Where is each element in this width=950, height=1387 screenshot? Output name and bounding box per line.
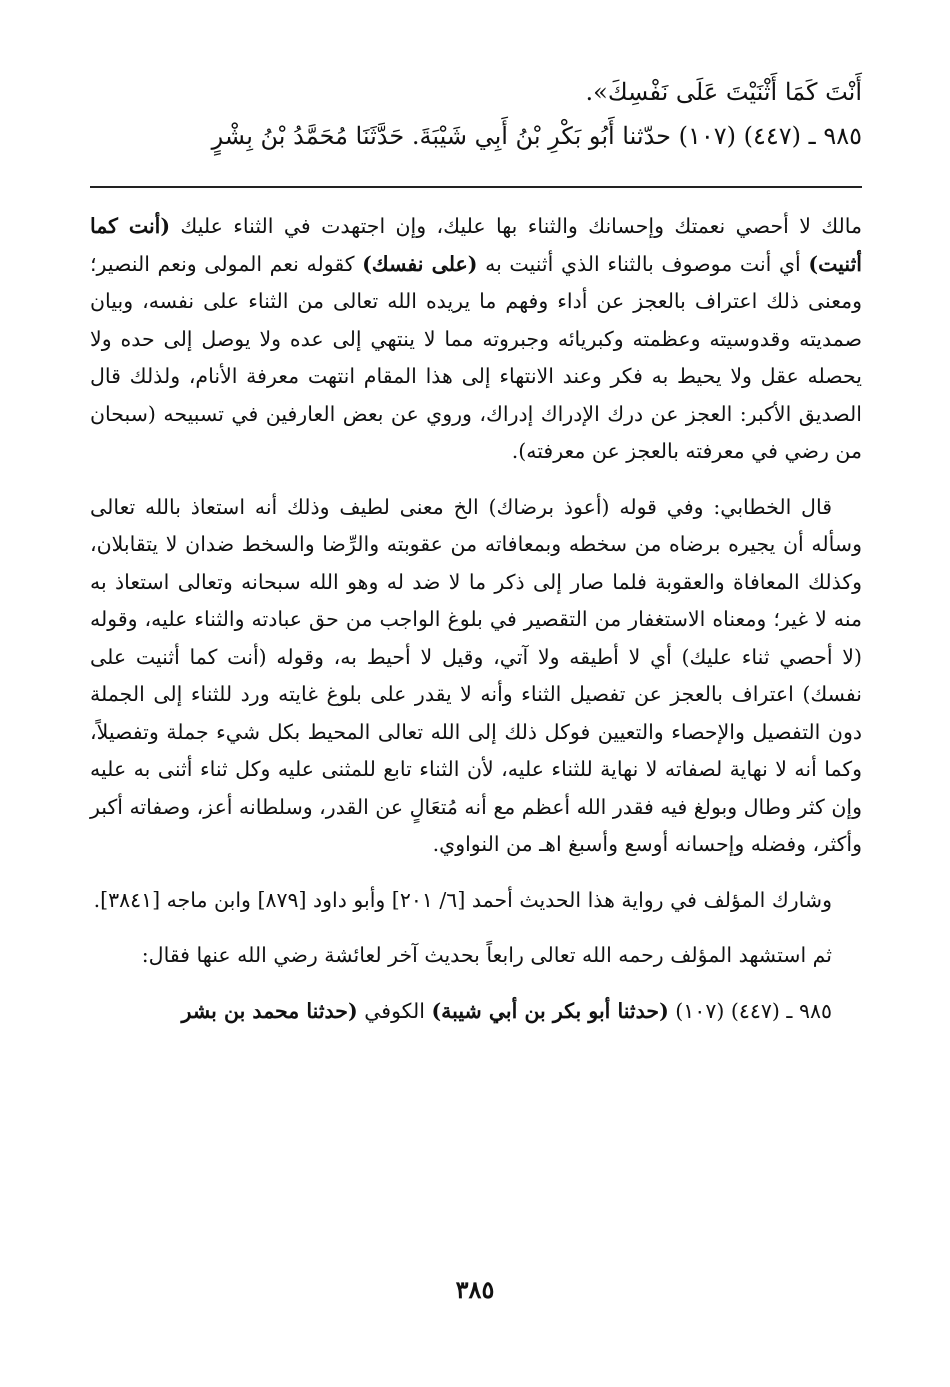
footnote-divider bbox=[90, 186, 862, 188]
commentary-text: مالك لا أحصي نعمتك وإحسانك والثناء بها عليك، وإن اجتهدت في الثناء عليك bbox=[170, 214, 862, 238]
hadith-line-1: أَنْتَ كَمَا أَثْنَيْتَ عَلَى نَفْسِكَ». bbox=[585, 78, 862, 106]
commentary-paragraph-3: وشارك المؤلف في رواية هذا الحديث أحمد [٦/ ٢٠١] وأبو داود [٨٧٩] وابن ماجه [٣٨٤١]. bbox=[93, 887, 832, 912]
quoted-phrase: (حدثنا محمد بن بشر bbox=[181, 998, 358, 1023]
commentary-paragraph-1 bbox=[90, 208, 862, 471]
commentary-text: الكوفي bbox=[357, 998, 432, 1023]
hadith-line-2: ٩٨٥ ـ (٤٤٧) (١٠٧) حدّثنا أَبُو بَكْرِ بْنُ أَبِي شَيْبَةَ. حَدَّثَنَا مُحَمَّدُ بْنُ بِشْرٍ bbox=[211, 122, 862, 150]
commentary-paragraph-2: قال الخطابي: وفي قوله (أعوذ برضاك) الخ معنى لطيف وذلك أنه استعاذ بالله تعالى وسأله أن يجيره برضاه من سخطه وبمعافاته من عقوبته والرِّضا والسخط ضدان لا يتقابلان، وكذلك المعافاة والعقوبة فلما صار إلى ذكر ما لا ضد له وهو الله سبحانه وتعالى استعاذ به منه لا غير؛ ومعناه الاستغفار من التقصير في بلوغ الواجب من حق عبادته والثناء عليه، وقوله (لا أحصي ثناء عليك) أي لا أطيقه ولا آتي، وقيل لا أحيط به، وقوله (أنت كما أثنيت على نفسك) اعتراف بالعجز عن تفصيل الثناء وأنه لا يقدر على بلوغ غايته ورد للثناء إلى الجملة دون التفصيل والإحصاء والتعيين فوكل ذلك إلى الله تعالى المحيط بكل شيء جملة وتفصيلاً، وكما أنه لا نهاية لصفاته لا نهاية للثناء عليه، لأن الثناء تابع للمثنى عليه وكل ثناء أثنى به عليه وإن كثر وطال وبولغ فيه فقدر الله أعظم مع أنه مُتعَالٍ عن القدر، وسلطانه أعز، وصفاته أكبر وأكثر، وفضله وإحسانه أوسع وأسبغ اهـ من النواوي. bbox=[90, 494, 862, 856]
commentary-text: كقوله نعم المولى ونعم النصير؛ ومعنى ذلك اعتراف بالعجز عن أداء وفهم ما يريده الله تعالى من الثناء على نفسه، وبيان صمديته وقدوسيته وعظمته وكبريائه وجبروته مما لا ينتهي إلى عده ولا يوصل إلى حده ولا يحصله عقل ولا يحيط به فكر وعند الانتهاء إلى هذا المقام انتهت معرفة الأنام، ولذلك قال الصديق الأكبر: العجز عن درك الإدراك إدراك، وروي عن بعض العارفين في تسبيحه (سبحان من رضي في معرفته بالعجز عن معرفته). bbox=[90, 251, 862, 463]
quoted-phrase: (أنت كما أثنيت) bbox=[90, 214, 862, 276]
commentary-paragraph-4: ثم استشهد المؤلف رحمه الله تعالى رابعاً بحديث آخر لعائشة رضي الله عنها فقال: bbox=[141, 943, 832, 967]
quoted-phrase: (حدثنا أبو بكر بن أبي شيبة) bbox=[431, 998, 669, 1023]
commentary bbox=[90, 208, 862, 1030]
page-content bbox=[90, 70, 862, 1048]
hadith-text bbox=[90, 70, 862, 158]
commentary-text: ٩٨٥ ـ (٤٤٧) (١٠٧) bbox=[668, 998, 832, 1023]
page-number: ٣٨٥ bbox=[455, 1275, 495, 1304]
commentary-paragraph-5 bbox=[90, 993, 862, 1031]
commentary-text: أي أنت موصوف بالثناء الذي أثنيت به bbox=[477, 251, 809, 276]
quoted-phrase: (على نفسك) bbox=[362, 251, 478, 276]
